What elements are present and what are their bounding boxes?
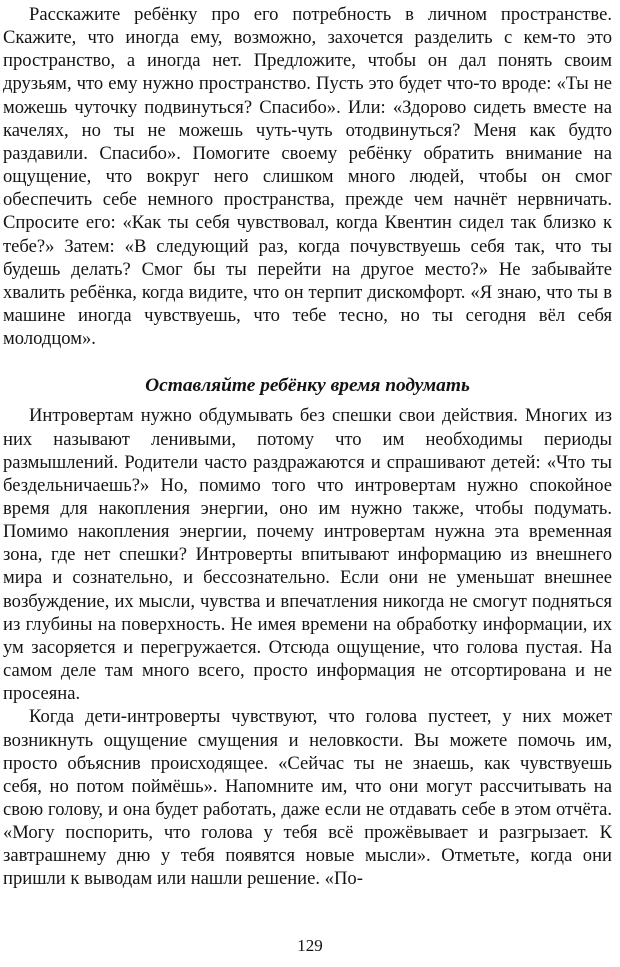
body-paragraph: Расскажите ребёнку про его потребность в личном пространстве. Скажите, что иногда ему, возможно, захочется разделить с кем-то это пространство, а иногда нет. Предложите, чтобы он дал понять своим друзьям, что ему нужно пространство. Пусть это будет что-то вроде: «Ты не можешь чуточку подвинуться? Спасибо». Или: «Здорово сидеть вместе на качелях, но ты не можешь чуть-чуть отодвинуться? Меня как будто раздавили. Спасибо». Помогите своему ребёнку обратить внимание на ощущение, что вокруг него слишком много людей, чтобы он смог обеспечить себе немного пространства, прежде чем начнёт нервничать. Спросите его: «Как ты себя чувствовал, когда Квентин сидел так близко к тебе?» Затем: «В следующий раз, когда почувствуешь себя так, что ты будешь делать? Смог бы ты перейти на другое место?» Не забывайте хвалить ребёнка, когда видите, что он терпит дискомфорт. «Я знаю, что ты в машине иногда чувствуешь, что тебе тесно, но ты сегодня вёл себя молодцом». — [3, 4, 612, 350]
section-heading: Оставляйте ребёнку время подумать — [145, 375, 470, 397]
body-paragraph: Когда дети-интроверты чувствуют, что голова пустеет, у них может возникнуть ощущение смущения и неловкости. Вы можете помочь им, просто объяснив происходящее. «Сейчас ты не знаешь, как чувствуешь себя, но потом поймёшь». Напомните им, что они могут рассчитывать на свою голову, и она будет работать, даже если не отдавать себе в этом отчёта. «Могу поспорить, что голова у тебя всё прожёвывает и разгрызает. К завтрашнему дню у тебя появятся новые мысли». Отметьте, когда они пришли к выводам или нашли решение. «По- — [3, 706, 612, 890]
body-paragraph: Интровертам нужно обдумывать без спешки свои действия. Многих из них называют ленивыми, потому что им необходимы периоды размышлений. Родители часто раздражаются и спрашивают детей: «Что ты бездельничаешь?» Но, помимо того что интровертам нужно спокойное время для накопления энергии, оно им нужно также, чтобы подумать. Помимо накопления энергии, почему интровертам нужна эта временная зона, где нет спешки? Интроверты впитывают информацию из внешнего мира и сознательно, и бессознательно. Если они не уменьшат внешнее возбуждение, их мысли, чувства и впечатления никогда не смогут подняться из глубины на поверхность. Не имея времени на обработку информации, их ум засоряется и перегружается. Отсюда ощущение, что голова пустая. На самом деле там много всего, просто информация не отсортирована и не просеяна. — [3, 405, 612, 705]
page-number: 129 — [297, 936, 323, 955]
